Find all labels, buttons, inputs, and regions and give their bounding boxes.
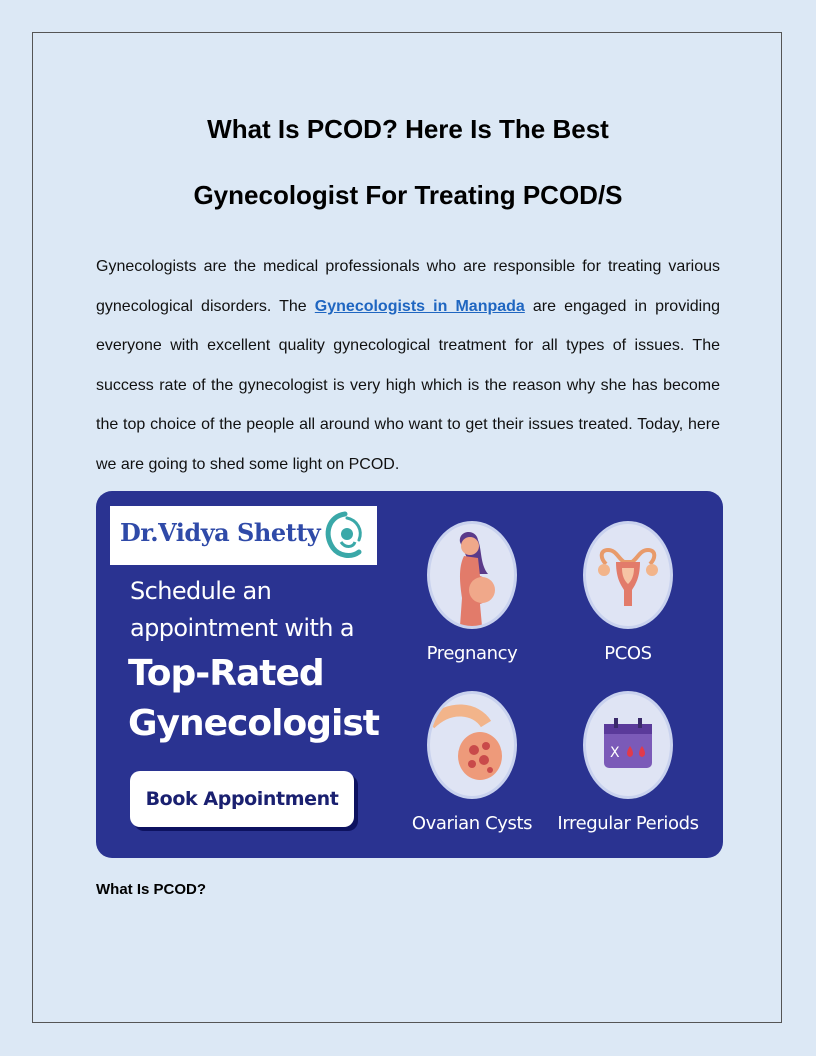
uterus-icon xyxy=(583,521,673,629)
svg-text:X: X xyxy=(610,745,620,761)
condition-label: Pregnancy xyxy=(426,643,518,664)
schedule-line-2: appointment with a xyxy=(130,614,354,642)
book-appointment-button[interactable]: Book Appointment xyxy=(130,771,354,827)
condition-irregular-periods[interactable] xyxy=(548,691,708,834)
banner-headline xyxy=(128,649,418,749)
ovary-icon xyxy=(427,691,517,799)
mother-child-logo-icon xyxy=(315,508,371,564)
condition-label: Ovarian Cysts xyxy=(411,813,533,834)
calendar-icon xyxy=(583,691,673,799)
condition-label: PCOS xyxy=(604,643,652,664)
article-title-line-2: Gynecologist For Treating PCOD/S xyxy=(193,180,623,210)
condition-ovarian-cysts[interactable] xyxy=(392,691,552,834)
condition-pregnancy[interactable] xyxy=(392,521,552,664)
headline-line-2: Gynecologist xyxy=(128,703,379,744)
logo-text: Dr.Vidya Shetty xyxy=(120,518,321,547)
intro-text-end: are engaged in providing everyone with excellent quality gynecological treatment for all types of issues. The success rate of the gynecologist is very high which is the reason why she has become the top choice of the people all around who want to get their issues treated. Today, here we are going to shed some light on PCOD. xyxy=(96,297,721,473)
schedule-line-1: Schedule an xyxy=(130,577,272,605)
article-title-line-1: What Is PCOD? Here Is The Best xyxy=(207,114,609,144)
intro-paragraph xyxy=(96,247,720,485)
schedule-text xyxy=(130,573,400,647)
appointment-banner[interactable] xyxy=(96,491,723,858)
intro-text-start: Gynecologists are the medical professionals who are responsible for treating various gynecological disorders. The xyxy=(96,258,720,315)
condition-label: Irregular Periods xyxy=(557,813,699,834)
pregnancy-icon xyxy=(427,521,517,629)
section-heading: What Is PCOD? xyxy=(96,881,207,898)
headline-line-1: Top-Rated xyxy=(128,653,324,694)
condition-pcos[interactable] xyxy=(548,521,708,664)
gynecologists-manpada-link[interactable]: Gynecologists in Manpada xyxy=(314,297,525,315)
clinic-logo xyxy=(110,506,377,565)
